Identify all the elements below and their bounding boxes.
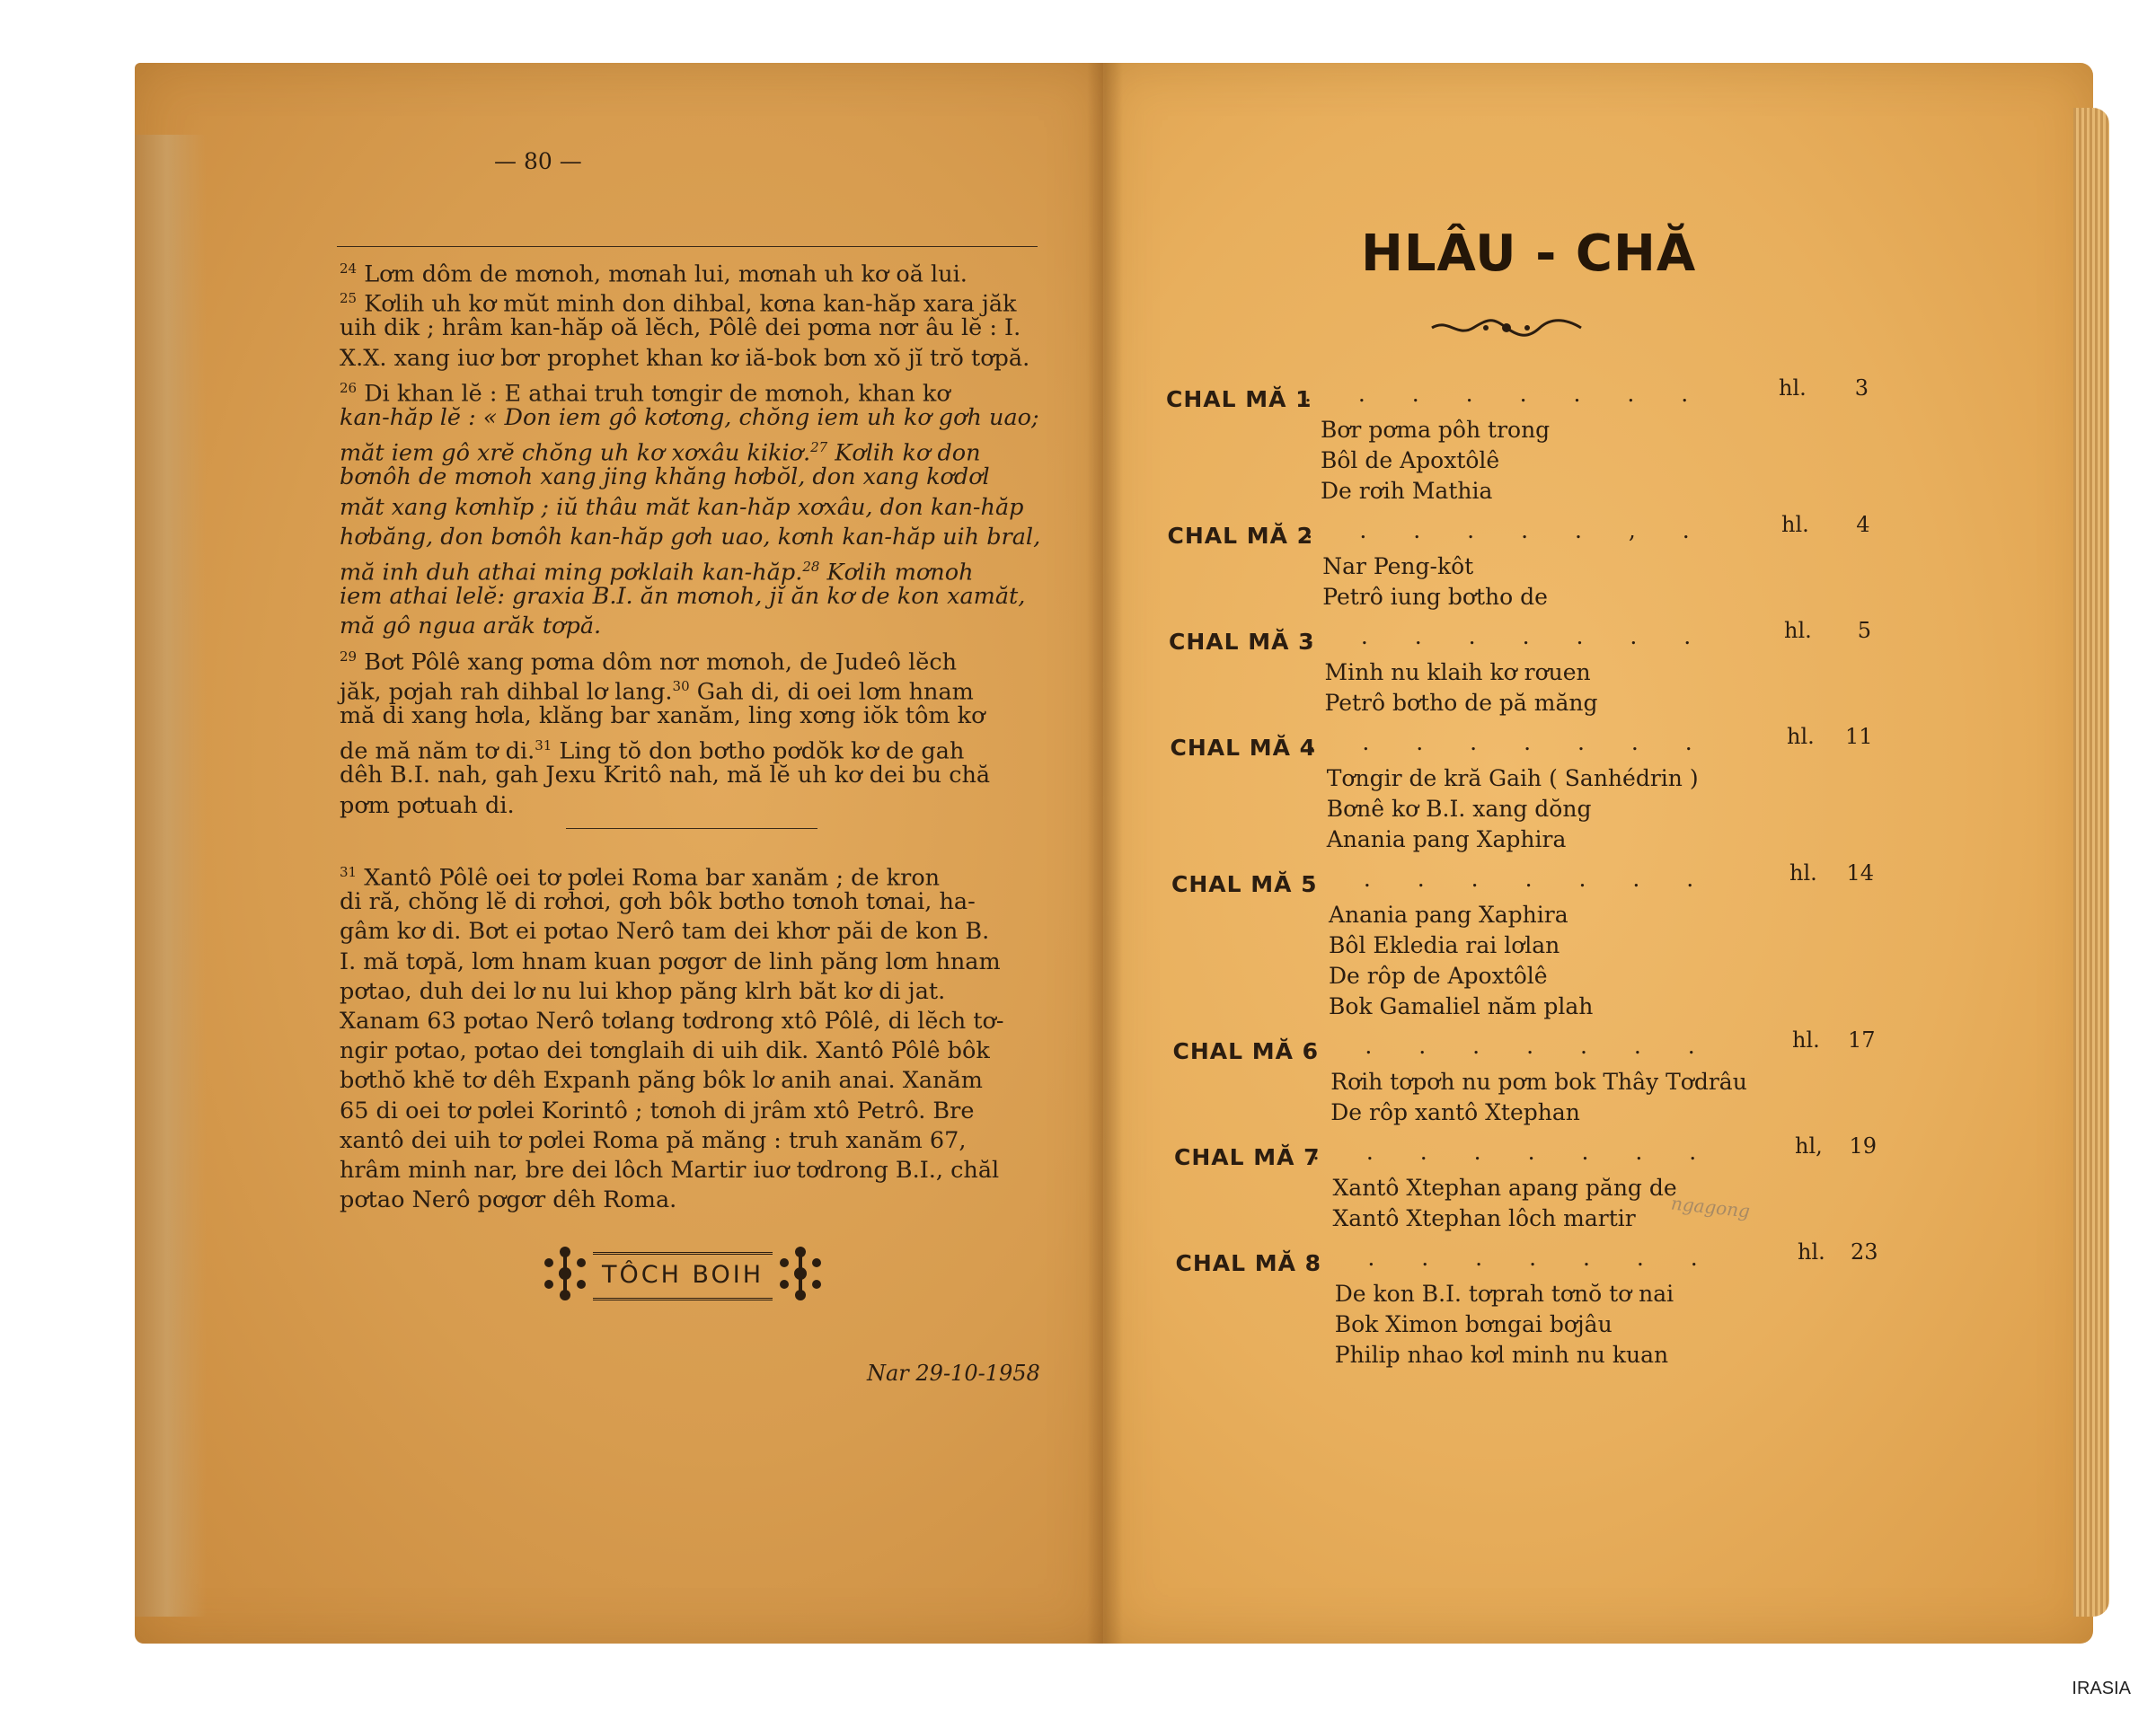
body-line — [340, 948, 1001, 976]
line-text: I. mă tơpă, lơm hnam kuan pơgơr de linh păng lơm hnam — [340, 948, 1001, 975]
pencil-note: ngagong — [1669, 1192, 1752, 1222]
page-abbrev: hl, — [1795, 1133, 1823, 1159]
leader-dots: . . . . . . . . — [1311, 1033, 1715, 1059]
chapter-label: CHAL MĂ 1 — [1166, 386, 1312, 412]
page-ref: 19 — [1849, 1133, 1877, 1159]
leader-dots: . . . . . . . . — [1313, 1245, 1718, 1271]
body-line — [340, 643, 957, 677]
toc-entry: De rôp de Apoxtôlê — [1329, 963, 1548, 989]
line-text: 65 di oei tơ pơlei Korintô ; tơnoh di jrâm xtô Petrô. Bre — [340, 1097, 975, 1124]
page-ref: 14 — [1846, 860, 1874, 886]
body-line — [340, 463, 990, 491]
line-text: mă di xang hơla, klăng bar xanăm, ling xơng iŏk tôm kơ — [340, 702, 985, 729]
toc-entry: Rơih tơpơh nu pơm bok Thây Tơdrâu — [1330, 1069, 1747, 1095]
line-text: jăk, pơjah rah dihbal lơ lang. — [340, 678, 673, 706]
body-line — [340, 345, 1029, 373]
right-page — [1103, 63, 2093, 1644]
line-text: măt iem gô xrĕ chŏng uh kơ xơxâu kikiơ. — [340, 439, 811, 467]
toc-entry: De kon B.I. tơprah tơnŏ tơ nai — [1334, 1281, 1674, 1307]
leader-dots: . . . . . . . . — [1304, 381, 1709, 407]
line-text: pơm pơtuah di. — [340, 791, 515, 819]
toc-entry: Anania pang Xaphira — [1326, 826, 1567, 852]
line-text: X.X. xang iuơ bơr prophet khan kơ iă-bok bơn xŏ jĭ trŏ tơpă. — [340, 344, 1030, 372]
body-line — [340, 404, 1039, 432]
body-line — [340, 762, 990, 789]
line-text: mă gô ngua arăk tơpă. — [340, 613, 602, 640]
leader-dots: . . . . . . . . — [1310, 866, 1714, 892]
line-text: Kơlih mơnoh — [819, 559, 974, 586]
toch-boih-label: TÔCH BOIH — [601, 1261, 764, 1289]
page-abbrev: hl. — [1789, 860, 1817, 886]
chapter-label: CHAL MĂ 8 — [1175, 1250, 1322, 1276]
verse-number: 27 — [810, 439, 828, 456]
page-ref: 5 — [1857, 618, 1871, 643]
line-text: bơnôh de mơnoh xang jing khăng hơbŏl, don xang kơdơl — [340, 463, 990, 491]
page-ref: 4 — [1856, 512, 1870, 537]
book-gutter — [1087, 63, 1123, 1644]
verse-number: 26 — [340, 379, 358, 396]
end-cartouche — [530, 1230, 835, 1315]
body-line — [340, 285, 1016, 319]
page-abbrev: hl. — [1779, 375, 1807, 401]
title-flourish-icon — [1430, 316, 1583, 339]
watermark: IRASIA — [2072, 1679, 2131, 1698]
verse-number: 29 — [340, 648, 358, 665]
leader-dots: . . . . . . , . — [1305, 517, 1710, 543]
body-line — [340, 1186, 676, 1214]
line-text: hơbăng, don bơnôh kan-hăp gơh uao, kơnh kan-hăp uih bral, — [340, 523, 1041, 551]
chapter-label: CHAL MĂ 5 — [1171, 871, 1318, 897]
leader-dots: . . . . . . . . — [1312, 1139, 1717, 1165]
body-line — [340, 1127, 966, 1155]
leader-dots: . . . . . . . . — [1308, 729, 1712, 755]
toc-title: HLÂU - CHĂ — [1361, 225, 1697, 283]
line-text: xantô dei uih tơ pơlei Roma pă măng : truh xanăm 67, — [340, 1126, 967, 1154]
toc-entry: Bok Gamaliel năm plah — [1329, 993, 1594, 1019]
page-ref: 3 — [1854, 375, 1869, 401]
line-text: bơthŏ khĕ tơ dêh Expanh păng bôk lơ anih anai. Xanăm — [340, 1067, 983, 1095]
body-line — [340, 978, 945, 1006]
toc-entry: Xantô Xtephan apang păng de — [1332, 1175, 1677, 1201]
toc-entry: Nar Peng-kôt — [1322, 553, 1474, 579]
chapter-label: CHAL MĂ 7 — [1174, 1144, 1321, 1170]
page-abbrev: hl. — [1784, 618, 1812, 643]
line-text: măt xang kơnhĭp ; iŭ thâu măt kan-hăp xơxâu, don kan-hăp — [340, 493, 1024, 521]
page-abbrev: hl. — [1787, 724, 1815, 749]
chapter-label: CHAL MĂ 6 — [1172, 1038, 1320, 1064]
body-line — [340, 613, 601, 640]
body-line — [340, 702, 985, 730]
verse-number: 24 — [340, 260, 358, 277]
line-text: pơtao Nerô pơgơr dêh Roma. — [340, 1186, 677, 1214]
toc-entry: Anania pang Xaphira — [1329, 902, 1568, 928]
toc-entry: Bôl de Apoxtôlê — [1321, 447, 1500, 473]
body-line — [340, 1067, 983, 1095]
toc-entry: De rôp xantô Xtephan — [1330, 1099, 1580, 1125]
verse-number: 28 — [802, 559, 820, 575]
line-text: iem athai lelĕ: graxia B.I. ăn mơnoh, jĭ ăn kơ de kon xamăt, — [340, 583, 1026, 611]
page-fore-edge — [2073, 108, 2109, 1617]
toc-entry: Bôl Ekledia rai lơlan — [1329, 932, 1560, 958]
line-text: kan-hăp lĕ : « Don iem gô kơtơng, chŏng iem uh kơ gơh uao; — [340, 404, 1039, 431]
line-text: ngir pơtao, pơtao dei tơnglaih di uih dik. Xantô Pôlê bôk — [340, 1037, 990, 1065]
chapter-label: CHAL MĂ 2 — [1167, 523, 1314, 549]
toc-entry: Minh nu klaih kơ rơuen — [1324, 659, 1591, 685]
body-line — [340, 1098, 974, 1125]
line-text: dêh B.I. nah, gah Jexu Kritô nah, mă lĕ uh kơ dei bu chă — [340, 762, 991, 789]
chapter-label: CHAL MĂ 4 — [1170, 735, 1317, 761]
line-text: gâm kơ di. Bơt ei pơtao Nerô tam dei khơr păi de kon B. — [340, 918, 990, 946]
line-text: Kơlih uh kơ mŭt minh don dihbal, kơna kan-hăp xara jăk — [357, 290, 1017, 318]
toc-entry: Bok Ximon bơngai bơjâu — [1334, 1311, 1613, 1337]
date-line: Nar 29-10-1958 — [867, 1361, 1040, 1386]
body-line — [340, 732, 964, 766]
chapter-label: CHAL MĂ 3 — [1169, 629, 1315, 655]
page-abbrev: hl. — [1798, 1239, 1825, 1265]
page-ref: 11 — [1844, 724, 1873, 749]
page-ref: 17 — [1847, 1027, 1876, 1053]
line-text: Lơm dôm de mơnoh, mơnah lui, mơnah uh kơ oă lui. — [357, 260, 968, 288]
body-line — [340, 314, 1021, 342]
toc-entry: De rơih Mathia — [1321, 478, 1493, 504]
header-rule — [337, 246, 1038, 247]
line-text: uih dik ; hrâm kan-hăp oă lĕch, Pôlê dei pơma nơr âu lĕ : I. — [340, 314, 1021, 342]
line-text: Xanam 63 pơtao Nerô tơlang tơdrong xtô Pôlê, di lĕch tơ- — [340, 1008, 1004, 1035]
floral-ornament-icon — [776, 1241, 825, 1306]
line-text: hrâm minh nar, bre dei lôch Martir iuơ tơdrong B.I., chăl — [340, 1157, 1000, 1184]
body-line — [340, 255, 968, 289]
body-line — [340, 918, 989, 946]
toc-entry: Philip nhao kơl minh nu kuan — [1334, 1342, 1669, 1368]
body-line — [340, 673, 974, 707]
body-line — [340, 375, 950, 409]
line-text: Xantô Pôlê oei tơ pơlei Roma bar xanăm ; de kron — [357, 864, 941, 892]
page-abbrev: hl. — [1781, 512, 1809, 537]
body-line — [340, 859, 940, 893]
line-text: Ling tŏ don bơtho pơdŏk kơ de gah — [552, 737, 965, 765]
line-text: di ră, chŏng lĕ di rơhơi, gơh bôk bơtho tơnoh tơnai, ha- — [340, 888, 976, 916]
page-ref: 23 — [1850, 1239, 1878, 1265]
line-text: pơtao, duh dei lơ nu lui khop păng klrh băt kơ di jat. — [340, 977, 946, 1005]
line-text: de mă năm tơ di. — [340, 737, 535, 765]
verse-number: 31 — [535, 737, 552, 754]
body-line — [340, 494, 1023, 522]
verse-number: 30 — [672, 677, 690, 694]
toc-entry: Bơr pơma pôh trong — [1321, 417, 1551, 443]
verse-number: 31 — [340, 864, 358, 880]
toc-entry: Xantô Xtephan lôch martir — [1332, 1205, 1636, 1231]
toc-entry: Petrô iung bơtho de — [1322, 584, 1548, 610]
body-line — [340, 1008, 1003, 1036]
page-number: — 80 — — [494, 148, 582, 174]
body-line — [340, 1037, 990, 1065]
toc-entry: Tơngir de kră Gaih ( Sanhédrin ) — [1326, 765, 1699, 791]
body-line — [340, 524, 1040, 551]
toc-entry: Petrô bơtho de pă măng — [1324, 690, 1598, 716]
line-text: Kơlih kơ don — [827, 439, 981, 467]
line-text: Bơt Pôlê xang pơma dôm nơr mơnoh, de Judeô lĕch — [357, 648, 958, 676]
section-divider — [566, 828, 817, 829]
line-text: Gah di, di oei lơm hnam — [689, 678, 974, 706]
body-line — [340, 434, 981, 468]
verse-number: 25 — [340, 290, 358, 307]
body-line — [340, 583, 1025, 611]
body-line — [340, 1157, 999, 1185]
body-line — [340, 792, 515, 820]
page-abbrev: hl. — [1792, 1027, 1820, 1053]
toc-entry: Bơnê kơ B.I. xang dŏng — [1326, 796, 1592, 822]
water-stain — [135, 135, 207, 1617]
body-line — [340, 553, 974, 587]
line-text: Di khan lĕ : E athai truh tơngir de mơnoh, khan kơ — [357, 380, 950, 408]
leader-dots: . . . . . . . . — [1307, 623, 1711, 649]
body-line — [340, 888, 976, 916]
line-text: mă inh duh athai ming pơklaih kan-hăp. — [340, 559, 803, 586]
